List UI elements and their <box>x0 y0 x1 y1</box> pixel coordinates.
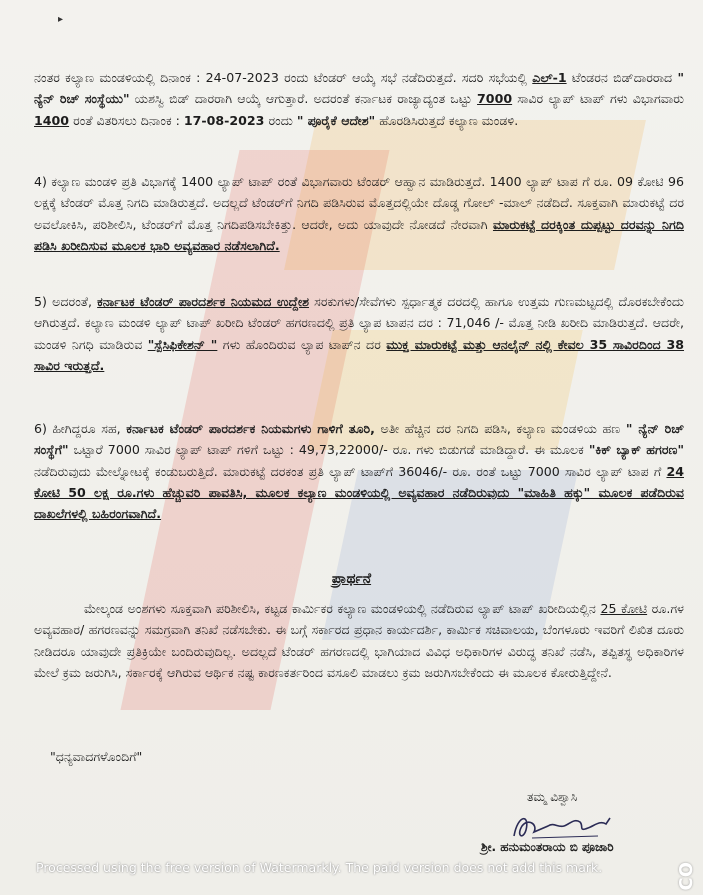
p6-kickback: "ಕಿಕ್ ಬ್ಯಾಕ್ ಹಗರಣ" <box>588 442 685 458</box>
p4-highlight: ಮಾರುಕಟ್ಟೆ ದರಕ್ಕಿಂತ ದುಪ್ಪಟ್ಟು ದರವನ್ನು ನಿಗದಿ ಪಡಿಸಿ ಖರೀದಿಸುವ ಮೂಲಕ ಭಾರಿ ಅವ್ಯವಹಾರ ನಡೆಸಲಾಗಿದೆ. <box>34 216 684 253</box>
p1-text-a: ನಂತರ ಕಲ್ಯಾಣ ಮಂಡಳಿಯಲ್ಲಿ ದಿನಾಂಕ : 24-07-2023 ರಂದು ಟೆಂಡರ್ ಆಯ್ಕೆ ಸಭೆ ನಡೆದಿರುತ್ತದೆ. ಸದರಿ ಸಭೆಯಲ್ಲಿ <box>34 70 527 85</box>
p1-text-m: ಹೊರಡಿಸಿರುತ್ತದೆ ಕಲ್ಯಾಣ ಮಂಡಳಿ. <box>375 112 519 128</box>
prayer-text-a: ಮೇಲ್ಕಂಡ ಅಂಶಗಳು ಸೂಕ್ತವಾಗಿ ಪರಿಶೀಲಿಸಿ, ಕಟ್ಟಡ ಕಾರ್ಮಿಕರ ಕಲ್ಯಾಣ ಮಂಡಳಿಯಲ್ಲಿ ನಡೆದಿರುವ ಲ್ಯಾಪ್ ಟಾಪ್ ಖರೀದಿಯಲ್ಲಿನ <box>84 601 601 616</box>
prayer-amount: 25 ಕೋಟಿ <box>600 601 648 616</box>
paragraph-4 <box>34 171 684 256</box>
p6-excess-payment: 24 ಕೋಟಿ 50 ಲಕ್ಷ ರೂ.ಗಳು ಹೆಚ್ಚುವರಿ ಪಾವತಿಸಿ, ಮೂಲಕ ಕಲ್ಯಾಣ ಮಂಡಳಿಯಲ್ಲಿ ಅವ್ಯವಹಾರ ನಡೆದಿರುವುದು "ಮಾಹಿತಿ ಹಕ್ಕು" ಮೂಲಕ ಪಡೆದಿರುವ ದಾಖಲೆಗಳಲ್ಲಿ ಬಹಿರಂಗವಾಗಿದೆ. <box>34 463 684 522</box>
signature-label: ತಮ್ಮ ವಿಶ್ವಾಸಿ <box>527 790 578 804</box>
p1-text-i: ರಂತೆ ವಿತರಿಸಲು ದಿನಾಂಕ : <box>69 112 180 128</box>
p6-text-a: 6) ಹೀಗಿದ್ದರೂ ಸಹ, <box>34 421 127 436</box>
paragraph-6 <box>34 418 684 524</box>
p5-text-e: ಗಳು ಹೊಂದಿರುವ ಲ್ಯಾಪ ಟಾಪ್‌ನ ದರ <box>217 336 387 352</box>
p1-text-g: ಸಾವಿರ ಲ್ಯಾಪ್ ಟಾಪ್ ಗಳು ವಿಭಾಗವಾರು <box>512 91 684 107</box>
p1-text-k: ರಂದು <box>264 112 297 128</box>
p6-text-e: ಒಟ್ಟಾರೆ 7000 ಸಾವಿರ ಲ್ಯಾಪ್ ಟಾಪ್ ಗಳಿಗೆ ಒಟ್ಟು : 49,73,22000/- ರೂ. ಗಳು ಬಿಡುಗಡೆ ಮಾಡಿದ್ದಾರೆ. ಈ ಮೂಲಕ <box>68 442 589 458</box>
p5-rule-title: ಕರ್ನಾಟಕ ಟೆಂಡರ್ ಪಾರದರ್ಶಕ ನಿಯಮದ ಉದ್ದೇಶ <box>97 294 309 309</box>
p1-count-7000: 7000 <box>477 91 513 107</box>
closing-thanks: "ಧನ್ಯವಾದಗಳೊಂದಿಗೆ" <box>50 749 143 764</box>
p1-l1: ಎಲ್-1 <box>532 70 567 85</box>
p6-rule-violation: ಕರ್ನಾಟಕ ಟೆಂಡರ್ ಪಾರದರ್ಶಕ ನಿಯಮಗಳು ಗಾಳಿಗೆ ತೂರಿ, <box>126 421 375 436</box>
p5-market-price: ಮುಕ್ತ ಮಾರುಕಟ್ಟೆ ಮತ್ತು ಆನಲೈನ್ ನಲ್ಲಿ ಕೇವಲ 35 ಸಾವಿರದಿಂದ 38 ಸಾವಿರ ಇರುತ್ತದೆ. <box>34 336 685 373</box>
watermark-notice: Processed using the free version of Watermarkly. The paid version does not add this mark. <box>36 860 603 875</box>
paragraph-5 <box>34 291 684 376</box>
p1-supply-order: " ಪೂರೈಕೆ ಆದೇಶ" <box>296 112 376 128</box>
prayer-text-c: ರೂ.ಗಳ ಅವ್ಯವಹಾರ/ ಹಗರಣವನ್ನು ಸಮಗ್ರವಾಗಿ ತನಿಖೆ ನಡೆಸಬೇಕು. ಈ ಬಗ್ಗೆ ಸರ್ಕಾರದ ಪ್ರಧಾನ ಕಾರ್ಯದರ್ಶಿ, ಕಾರ್ಮಿಕ ಸಚಿವಾಲಯ, ಬೆಂಗಳೂರು ಇವರಿಗೆ ಲಿಖಿತ ದೂರು ನೀಡಿದರೂ ಯಾವುದೇ ಪ್ರತಿಕ್ರಿಯೇ ಬಂದಿರುವುದಿಲ್ಲ. ಅದಲ್ಲದೆ ಟೆಂಡರ್ ಹಗರಣದಲ್ಲಿ ಭಾಗಿಯಾದ ವಿವಿಧ ಅಧಿಕಾರಿಗಳ ವಿರುದ್ಧ ತನಿಖೆ ನಡೆಸಿ, ತಪ್ಪಿತಸ್ಥ ಅಧಿಕಾರಿಗಳ ಮೇಲೆ ಕ್ರಮ ಜರುಗಿಸಿ, ಸರ್ಕಾರಕ್ಕೆ ಆಗಿರುವ ಆರ್ಥಿಕ ನಷ್ಟ ಕಾರಣಕರ್ತರಿಂದ ವಸೂಲಿ ಮಾಡಲು ಕ್ರಮ ಜರುಗಿಸಬೇಕೆಂದು ಈ ಮೂಲಕ ಕೋರುತ್ತಿದ್ದೇನೆ. <box>34 601 685 680</box>
p1-count-1400: 1400 <box>34 112 70 128</box>
p6-text-g: ನಡೆದಿರುವುದು ಮೇಲ್ನೋಟಕ್ಕೆ ಕಂಡುಬರುತ್ತಿದೆ. ಮಾರುಕಟ್ಟೆ ದರಕಂತ ಪ್ರತಿ ಲ್ಯಾಪ್ ಟಾಪ್‌ಗೆ 36046/- ರೂ. ರಂತೆ ಒಟ್ಟು 7000 ಸಾವಿರ ಲ್ಯಾಪ್ ಟಾಪ ಗೆ <box>34 463 667 479</box>
p5-text-a: 5) ಅದರಂತೆ, <box>34 294 98 309</box>
paragraph-intro <box>34 67 684 131</box>
p4-text-a: 4) ಕಲ್ಯಾಣ ಮಂಡಳಿ ಪ್ರತಿ ವಿಭಾಗಕ್ಕೆ 1400 ಲ್ಯಾಪ್ ಟಾಪ್ ರಂತೆ ವಿಭಾಗವಾರು ಟೆಂಡರ್ ಆಹ್ವಾನ ಮಾಡಿರುತ್ತದೆ. 1400 ಲ್ಯಾಪ್ ಟಾಪ ಗೆ ರೂ. 09 ಕೋಟಿ 96 ಲಕ್ಷಕ್ಕೆ ಟೆಂಡರ್ ಮೊತ್ತ ನಿಗದಿ ಮಾಡಿರುತ್ತದೆ. ಅದಲ್ಲದೆ ಟೆಂಡರ್‌ಗೆ ನಿಗದಿ ಪಡಿಸಿರುವ ಮೊತ್ತದಲ್ಲಿಯೇ ದೊಡ್ಡ ಗೋಲ್ -ಮಾಲ್ ನಡೆದಿದೆ. ಸೂಕ್ತವಾಗಿ ಮಾರುಕಟ್ಟೆ ದರ ಅವಲೋಕಿಸಿ, ಪರಿಶೀಲಿಸಿ, ಟೆಂಡರ್‌ಗೆ ಮೊತ್ತ ನಿಗದಿಪಡಿಸಬೇಕಿತ್ತು. ಆದರೇ, ಅದು ಯಾವುದೇ ನೋಡದೆ ನೇರವಾಗಿ <box>34 174 684 232</box>
p1-company: " ನ್ಯೆನ್ ರಿಚ್ ಸಂಸ್ಥೆಯು" <box>34 70 684 107</box>
p1-text-c: ಟೆಂಡರನ ಬಿಡ್‌ದಾರರಾದ <box>566 70 678 85</box>
p1-text-e: ಯಶಸ್ವಿ ಬಿಡ್ ದಾರರಾಗಿ ಆಯ್ಕೆ ಆಗುತ್ತಾರೆ. ಅದರಂತೆ ಕರ್ನಾಟಕ ರಾಜ್ಯಾದ್ಯಂತ ಒಟ್ಟು <box>129 91 478 107</box>
prayer-paragraph <box>34 598 684 683</box>
signatory-name: ಶ್ರೀ. ಹನುಮಂತರಾಯ ಬಿ ಪೂಜಾರಿ <box>481 840 614 854</box>
p6-text-c: ಅತೀ ಹೆಚ್ಚಿನ ದರ ನಿಗದಿ ಪಡಿಸಿ, ಕಲ್ಯಾಣ ಮಂಡಳಿಯ ಹಣ <box>374 421 626 436</box>
p5-text-c: ಸರಕುಗಳು/ಸೇವೆಗಳು ಸ್ಪರ್ಧಾತ್ಮಕ ದರದಲ್ಲಿ ಹಾಗೂ ಉತ್ತಮ ಗುಣಮಟ್ಟದಲ್ಲಿ ದೊರಕಬೇಕೆಂದು ಆಗಿರುತ್ತದೆ. ಕಲ್ಯಾಣ ಮಂಡಳಿ ಲ್ಯಾಪ್ ಟಾಪ್ ಖರೀದಿ ಟೆಂಡರ್ ಹಗರಣದಲ್ಲಿ ಪ್ರತಿ ಲ್ಯಾಪ ಟಾಪನ ದರ : 71,046 /- ಮೊತ್ತ ನೀಡಿ ಖರೀದಿ ಮಾಡಿರುತ್ತದೆ. ಆದರೇ, ಮಂಡಳಿ ನಿಗಧಿ ಮಾಡಿರುವ <box>34 294 684 352</box>
p1-date: 17-08-2023 <box>183 112 265 128</box>
page-corner-mark: ▸ <box>58 14 64 25</box>
prayer-heading: ಪ್ರಾರ್ಥನೆ <box>331 571 372 587</box>
p5-specification: "ಸ್ಪೆಸಿಫಿಕೇಶನ್ " <box>147 336 218 352</box>
watermark-corner-text: CO <box>676 862 697 891</box>
p6-company: " ನ್ಯೆನ್ ರಿಚ್ ಸಂಸ್ಥೆಗೆ" <box>34 421 684 458</box>
